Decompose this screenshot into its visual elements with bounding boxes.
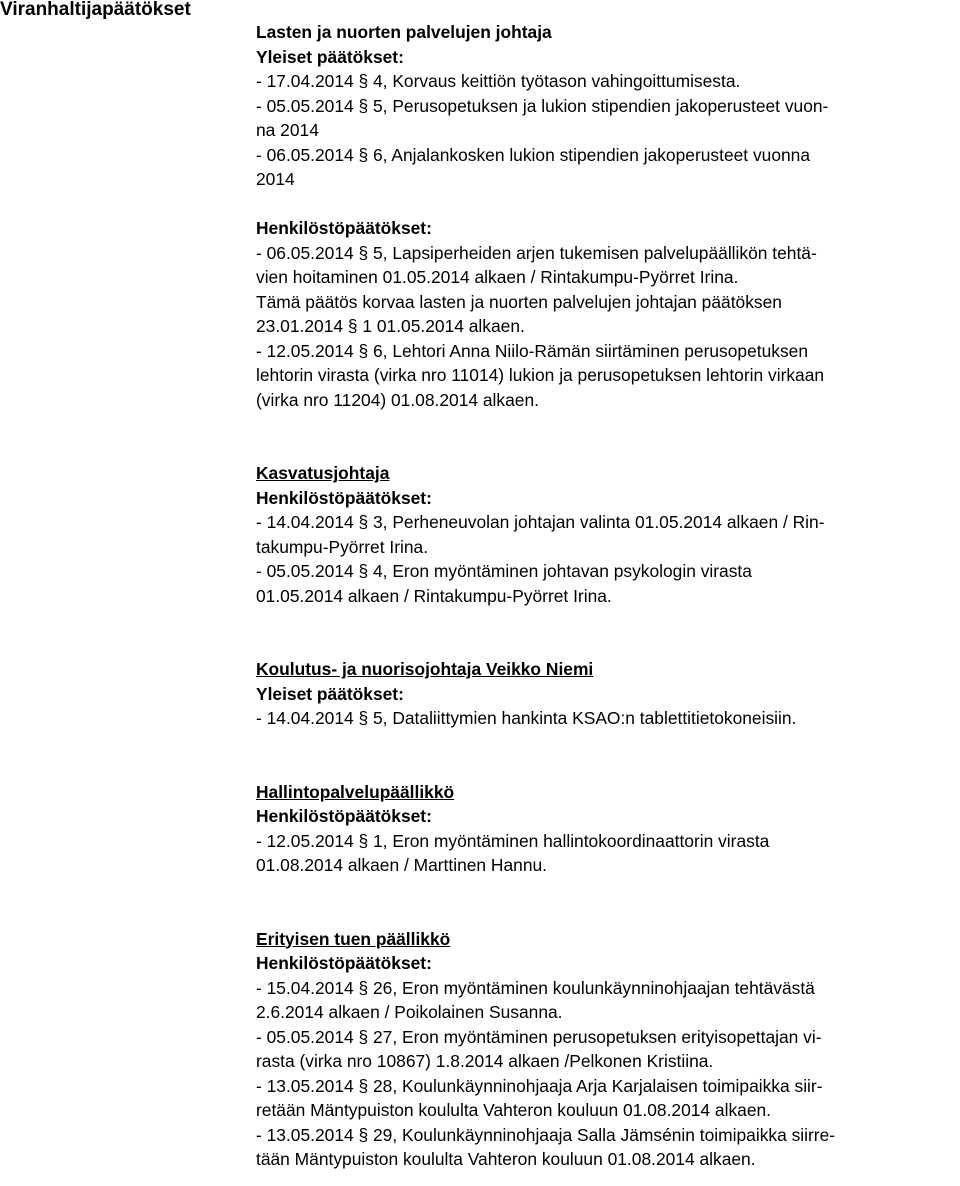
decision-line: 23.01.2014 § 1 01.05.2014 alkaen.	[256, 316, 525, 336]
decision-line: vien hoitaminen 01.05.2014 alkaen / Rintakumpu-Pyörret Irina.	[256, 267, 739, 287]
group-heading: Henkilöstöpäätökset:	[256, 218, 432, 238]
section-kasvatusjohtaja	[256, 461, 956, 608]
decision-line: - 14.04.2014 § 3, Perheneuvolan johtajan valinta 01.05.2014 alkaen / Rin-	[256, 512, 825, 532]
page-title: Viranhaltijapäätökset	[0, 0, 191, 20]
decision-line: 01.08.2014 alkaen / Marttinen Hannu.	[256, 855, 548, 875]
section-hallintopalvelupaallikko	[256, 780, 956, 878]
decision-line: retään Mäntypuiston koululta Vahteron kouluun 01.08.2014 alkaen.	[256, 1100, 772, 1120]
section-title: Lasten ja nuorten palvelujen johtaja	[256, 22, 552, 42]
group-heading: Yleiset päätökset:	[256, 683, 404, 704]
section-title: Hallintopalvelupäällikkö	[256, 781, 455, 802]
decision-line: lehtorin virasta (virka nro 11014) lukion ja perusopetuksen lehtorin virkaan	[256, 365, 825, 385]
decision-line: rasta (virka nro 10867) 1.8.2014 alkaen /Pelkonen Kristiina.	[256, 1051, 714, 1071]
decision-line: 01.05.2014 alkaen / Rintakumpu-Pyörret Irina.	[256, 585, 612, 606]
section-koulutus-ja-nuorisojohtaja	[256, 657, 956, 731]
decision-line: - 12.05.2014 § 6, Lehtori Anna Niilo-Rämän siirtäminen perusopetuksen	[256, 340, 808, 361]
decision-line: - 05.05.2014 § 27, Eron myöntäminen perusopetuksen erityisopettajan vi-	[256, 1026, 822, 1047]
section-title: Koulutus- ja nuorisojohtaja Veikko Niemi	[256, 659, 594, 679]
decision-line: - 14.04.2014 § 5, Dataliittymien hankinta KSAO:n tablettitietokoneisiin.	[256, 708, 797, 728]
decision-line: (virka nro 11204) 01.08.2014 alkaen.	[256, 389, 539, 410]
decision-line: - 05.05.2014 § 4, Eron myöntäminen johtavan psykologin virasta	[256, 561, 752, 581]
group-heading: Henkilöstöpäätökset:	[256, 953, 432, 973]
group-heading: Henkilöstöpäätökset:	[256, 806, 432, 826]
decision-line: 2.6.2014 alkaen / Poikolainen Susanna.	[256, 1002, 563, 1022]
decision-line: - 13.05.2014 § 29, Koulunkäynninohjaaja Salla Jämsénin toimipaikka siirre-	[256, 1124, 836, 1145]
section-title: Kasvatusjohtaja	[256, 463, 390, 483]
section-erityisen-tuen-paallikko	[256, 927, 956, 1172]
decision-line: - 17.04.2014 § 4, Korvaus keittiön työtason vahingoittumisesta.	[256, 71, 741, 91]
decision-line: - 05.05.2014 § 5, Perusopetuksen ja lukion stipendien jakoperusteet vuon-	[256, 95, 829, 116]
decision-line: - 06.05.2014 § 5, Lapsiperheiden arjen tukemisen palvelupäällikön tehtä-	[256, 242, 817, 263]
decision-line: na 2014	[256, 120, 319, 140]
group-heading: Henkilöstöpäätökset:	[256, 487, 432, 508]
section-title: Erityisen tuen päällikkö	[256, 928, 451, 949]
decision-line: tään Mäntypuiston koululta Vahteron kouluun 01.08.2014 alkaen.	[256, 1149, 756, 1169]
decision-line: 2014	[256, 169, 295, 189]
decision-line: - 06.05.2014 § 6, Anjalankosken lukion stipendien jakoperusteet vuonna	[256, 144, 811, 165]
decision-line: Tämä päätös korvaa lasten ja nuorten palvelujen johtajan päätöksen	[256, 291, 782, 312]
group-heading: Yleiset päätökset:	[256, 46, 404, 67]
decisions-list	[256, 20, 956, 1172]
decision-line: - 15.04.2014 § 26, Eron myöntäminen koulunkäynninohjaajan tehtävästä	[256, 977, 815, 998]
section-lasten-ja-nuorten-palvelujen-johtaja	[256, 20, 956, 412]
decision-line: - 13.05.2014 § 28, Koulunkäynninohjaaja Arja Karjalaisen toimipaikka siir-	[256, 1075, 823, 1096]
decision-line: takumpu-Pyörret Irina.	[256, 536, 429, 557]
decision-line: - 12.05.2014 § 1, Eron myöntäminen hallintokoordinaattorin virasta	[256, 830, 770, 851]
